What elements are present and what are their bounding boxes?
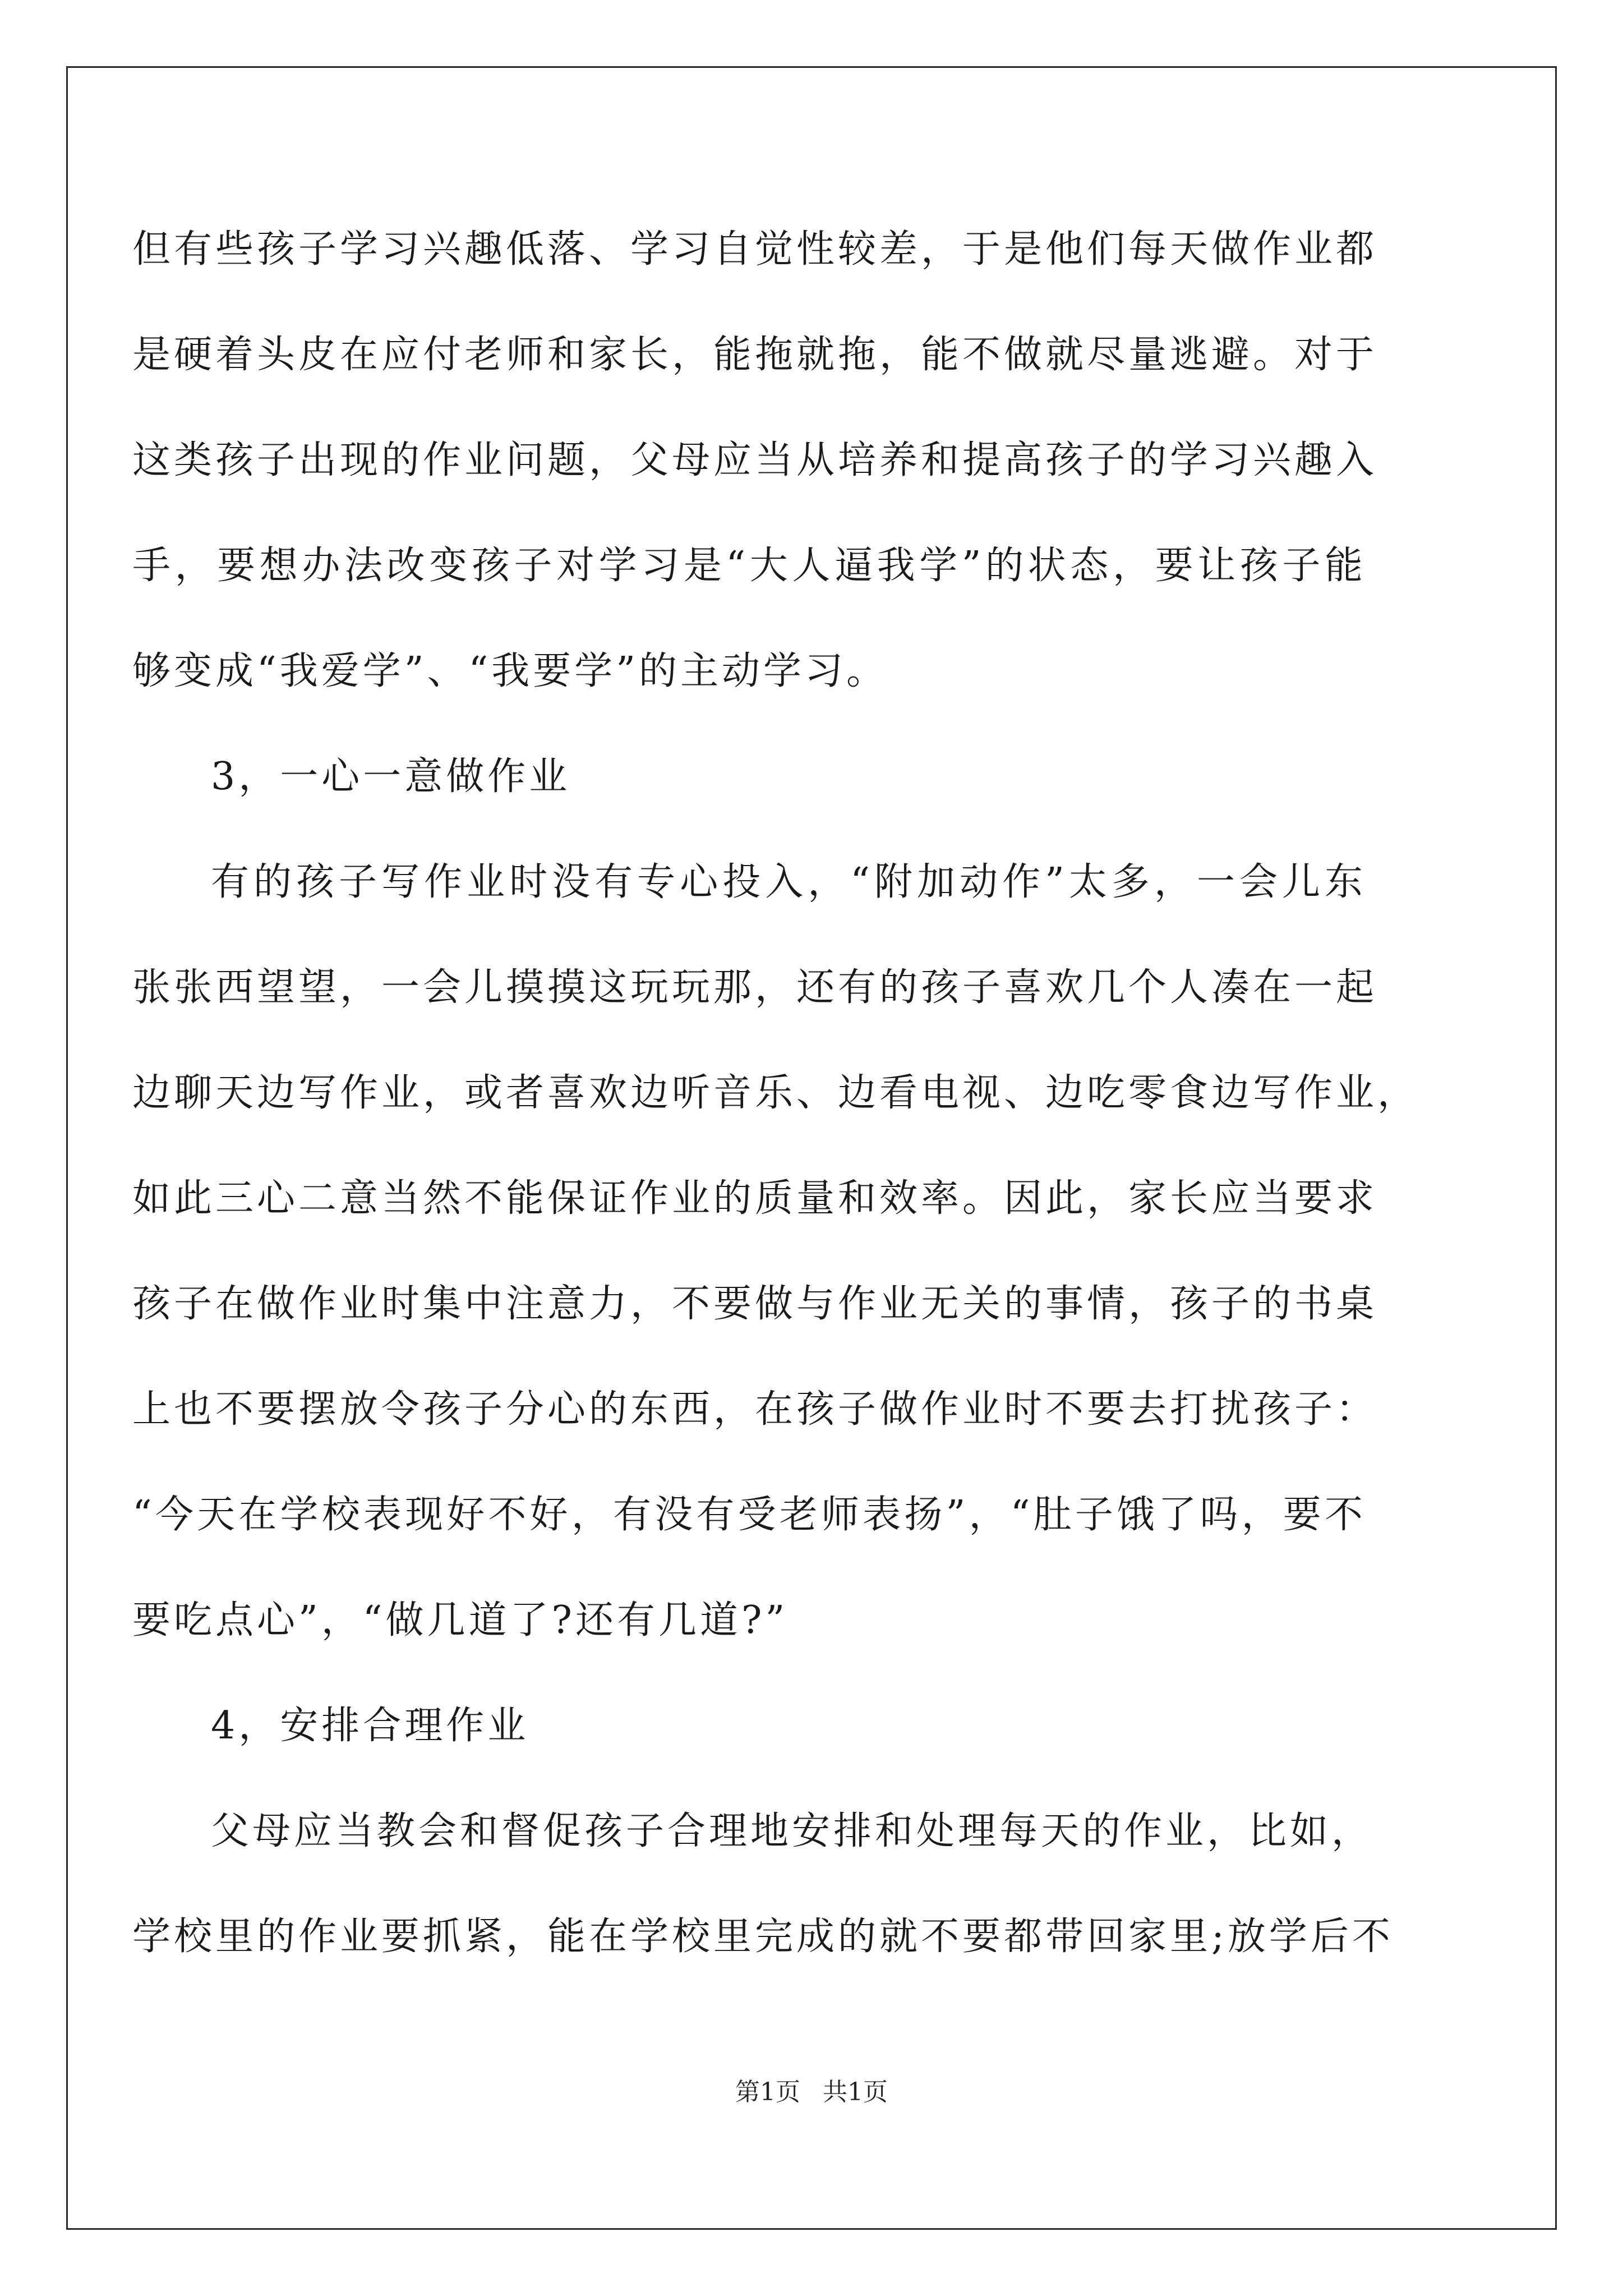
page-number: 第1页 [735, 2078, 800, 2106]
paragraph-line: 上也不要摆放令孩子分心的东西，在孩子做作业时不要去打扰孩子： [132, 1387, 1378, 1432]
paragraph-line: 有的孩子写作业时没有专心投入，“附加动作”太多，一会儿东 [211, 860, 1366, 904]
page-footer [0, 2076, 1623, 2109]
section-heading: 3，一心一意做作业 [211, 754, 571, 799]
paragraph-line: 但有些孩子学习兴趣低落、学习自觉性较差，于是他们每天做作业都 [132, 227, 1378, 272]
paragraph-line: 这类孩子出现的作业问题，父母应当从培养和提高孩子的学习兴趣入 [132, 438, 1378, 482]
paragraph-line: 是硬着头皮在应付老师和家长，能拖就拖，能不做就尽量逃避。对于 [132, 333, 1378, 377]
paragraph-line: 手，要想办法改变孩子对学习是“大人逼我学”的状态，要让孩子能 [132, 544, 1366, 588]
paragraph-line: 够变成“我爱学”、“我要学”的主动学习。 [132, 649, 888, 693]
paragraph-line: 孩子在做作业时集中注意力，不要做与作业无关的事情，孩子的书桌 [132, 1282, 1378, 1326]
paragraph-line: 学校里的作业要抓紧，能在学校里完成的就不要都带回家里;放学后不 [132, 1915, 1394, 1959]
paragraph-line: 父母应当教会和督促孩子合理地安排和处理每天的作业，比如， [211, 1809, 1373, 1853]
paragraph-line: 边聊天边写作业，或者喜欢边听音乐、边看电视、边吃零食边写作业， [132, 1071, 1419, 1115]
page-total: 共1页 [823, 2078, 888, 2106]
paragraph-line: “今天在学校表现好不好，有没有受老师表扬”，“肚子饿了吗，要不 [132, 1493, 1366, 1537]
paragraph-line: 张张西望望，一会儿摸摸这玩玩那，还有的孩子喜欢几个人凑在一起 [132, 965, 1378, 1010]
page-border [66, 66, 1557, 2230]
section-heading: 4，安排合理作业 [211, 1704, 529, 1748]
paragraph-line: 要吃点心”，“做几道了?还有几道?” [132, 1598, 789, 1642]
paragraph-line: 如此三心二意当然不能保证作业的质量和效率。因此，家长应当要求 [132, 1176, 1378, 1221]
